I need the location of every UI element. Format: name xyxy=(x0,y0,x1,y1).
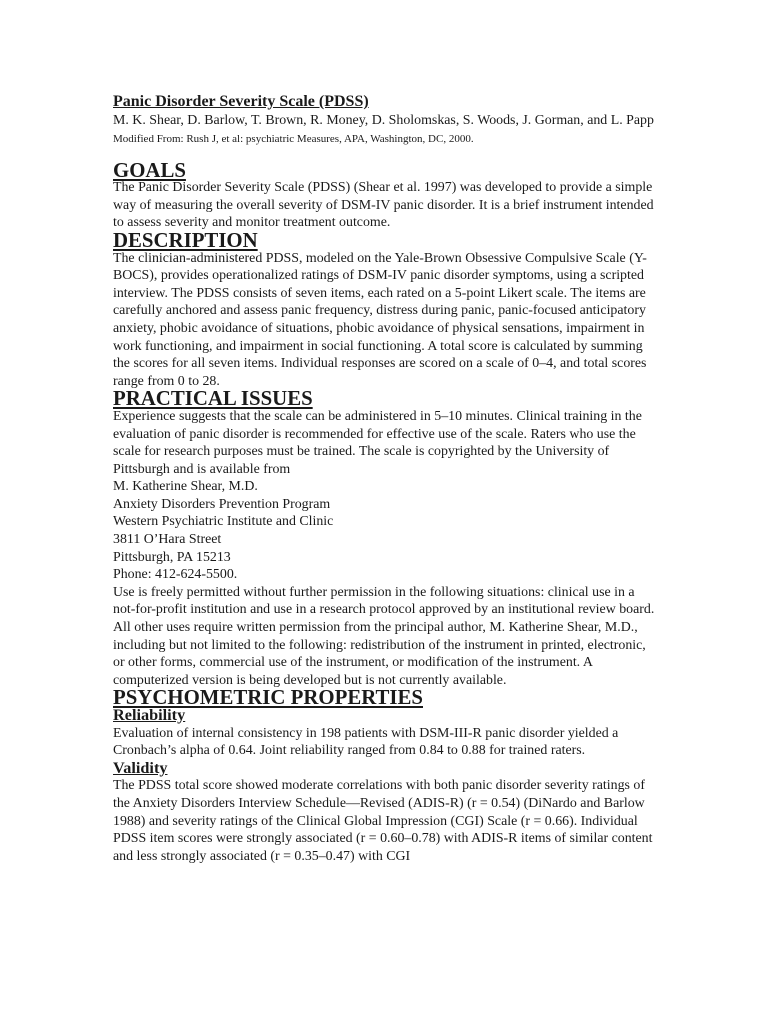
document-title: Panic Disorder Severity Scale (PDSS) xyxy=(113,93,369,110)
section-spacer xyxy=(113,147,658,162)
address-line: Anxiety Disorders Prevention Program xyxy=(113,496,331,512)
address-line: Phone: 412-624-5500. xyxy=(113,567,238,583)
psychometric-heading: PSYCHOMETRIC PROPERTIES xyxy=(113,685,423,710)
practical-issues-heading: PRACTICAL ISSUES xyxy=(113,386,313,411)
permission-text: Use is freely permitted without further permission in the following situations: clinical use in a not-for-profit institution and use in a research protocol approved by an institutional review board. All other uses require written permission from the principal author, M. Katherine Shear, M.D., including but not limited to the following: redistribution of the instrument in printed, electronic, or other forms, commercial use of the instrument, or modification of the instrument. A computerized version is being developed but is not currently available. xyxy=(113,584,655,688)
validity-text: The PDSS total score showed moderate correlations with both panic disorder severity ratings of the Anxiety Disorders Interview Schedule—Revised (ADIS-R) (r = 0.54) (DiNardo and Barlow 1988) and severity ratings of the Clinical Global Impression (CGI) Scale (r = 0.66). Individual PDSS item scores were strongly associated (r = 0.60–0.78) with ADIS-R items of similar content and less strongly associated (r = 0.35–0.47) with CGI xyxy=(113,778,653,864)
address-line: M. Katherine Shear, M.D. xyxy=(113,479,258,495)
description-text: The clinician-administered PDSS, modeled on the Yale-Brown Obsessive Compulsive Scale (Y-BOCS), provides operationalized ratings of DSM-IV panic disorder symptoms, using a scripted interview. The PDSS consists of seven items, each rated on a 5-point Likert scale. The items are carefully anchored and assess panic frequency, distress during panic, panic-focused anticipatory anxiety, phobic avoidance of situations, phobic avoidance of physical sensations, impairment in work functioning, and impairment in social functioning. A total score is calculated by summing the scores for all seven items. Individual responses are scored on a scale of 0–4, and total scores range from 0 to 28. xyxy=(113,250,647,389)
description-heading: DESCRIPTION xyxy=(113,227,258,252)
reliability-heading: Reliability xyxy=(113,706,186,724)
authors-line: M. K. Shear, D. Barlow, T. Brown, R. Money, D. Sholomskas, S. Woods, J. Gorman, and L. Papp xyxy=(113,113,654,128)
address-line: Western Psychiatric Institute and Clinic xyxy=(113,514,334,530)
address-line: 3811 O’Hara Street xyxy=(113,532,222,548)
source-citation: Modified From: Rush J, et al: psychiatric Measures, APA, Washington, DC, 2000. xyxy=(113,132,474,145)
goals-heading: GOALS xyxy=(113,157,186,182)
address-line: Pittsburgh, PA 15213 xyxy=(113,549,231,565)
contact-address xyxy=(113,478,658,584)
document-page xyxy=(113,92,658,865)
reliability-text: Evaluation of internal consistency in 198 patients with DSM-III-R panic disorder yielded a Cronbach’s alpha of 0.64. Joint reliability ranged from 0.84 to 0.88 for trained raters. xyxy=(113,725,619,759)
validity-heading: Validity xyxy=(113,758,168,777)
practical-issues-text: Experience suggests that the scale can be administered in 5–10 minutes. Clinical training in the evaluation of panic disorder is recommended for effective use of the scale. Raters who use the scale for research purposes must be trained. The scale is copyrighted by the University of Pittsburgh and is available from xyxy=(113,408,642,477)
goals-text: The Panic Disorder Severity Scale (PDSS) (Shear et al. 1997) was developed to provide a simple way of measuring the overall severity of DSM-IV panic disorder. It is a brief instrument intended to assess severity and monitor treatment outcome. xyxy=(113,180,654,231)
